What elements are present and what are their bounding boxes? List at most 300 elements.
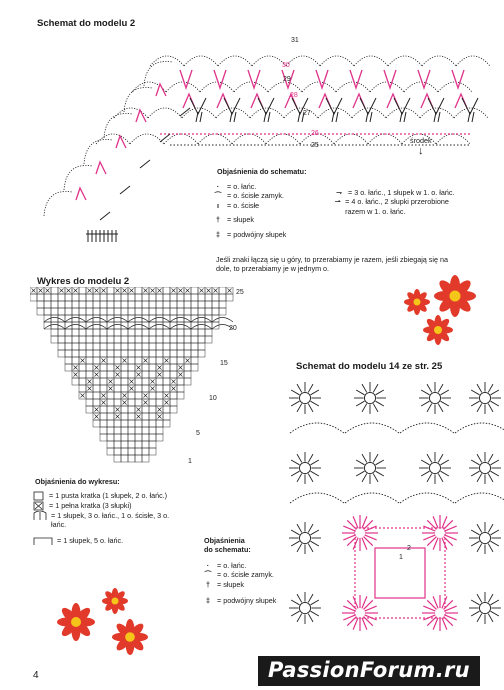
- grid-cell: [205, 329, 212, 336]
- motif-stitch: [438, 404, 443, 412]
- motif-stitch: [291, 530, 299, 535]
- grid-cell: [93, 315, 100, 322]
- grid-cell: [170, 350, 177, 357]
- row-number-26: 26: [311, 130, 319, 137]
- motif-stitch: [471, 600, 479, 605]
- filled-cell-mark: [137, 408, 141, 412]
- grid-cell: [198, 329, 205, 336]
- motif-stitch: [373, 404, 378, 412]
- grid-cell: [121, 378, 128, 385]
- grid-cell: [135, 399, 142, 406]
- filled-cell-mark: [144, 359, 148, 363]
- grid-cell: [184, 294, 191, 301]
- page-number: 4: [33, 670, 39, 681]
- filled-cell-mark: [179, 366, 183, 370]
- grid-cell: [114, 301, 121, 308]
- grid-cell: [198, 343, 205, 350]
- motif-stitch: [441, 390, 449, 395]
- chain-arch: [130, 134, 164, 144]
- row-number-27: 27: [303, 110, 311, 117]
- grid-cell: [100, 406, 107, 413]
- grid-cell: [100, 329, 107, 336]
- legend-item: † = słupek: [213, 215, 353, 224]
- grid-cell: [65, 308, 72, 315]
- grid-cell: [135, 343, 142, 350]
- grid-cell: [72, 308, 79, 315]
- grid-cell: [86, 371, 93, 378]
- grid-cell: [65, 301, 72, 308]
- grid-cell: [170, 329, 177, 336]
- filled-cell-mark: [207, 289, 211, 293]
- grid-cell: [135, 427, 142, 434]
- grid-cell: [135, 350, 142, 357]
- grid-cell: [184, 308, 191, 315]
- chain-arch: [286, 56, 320, 66]
- grid-cell: [149, 301, 156, 308]
- grid-row-label-5: 5: [196, 430, 200, 437]
- pink-cluster: [116, 136, 126, 148]
- grid-cell: [107, 427, 114, 434]
- grid-cell: [163, 294, 170, 301]
- schemat14-legend: [203, 561, 313, 606]
- grid-cell: [65, 294, 72, 301]
- chain-arch: [388, 56, 422, 66]
- motif-stitch: [311, 460, 319, 465]
- motif-stitch: [376, 460, 384, 465]
- grid-cell: [93, 350, 100, 357]
- grid-cell: [114, 329, 121, 336]
- row-number-28: 28: [290, 92, 298, 99]
- grid-cell: [58, 308, 65, 315]
- grid-cell: [51, 287, 58, 294]
- grid-cell: [51, 336, 58, 343]
- grid-cell: [121, 455, 128, 462]
- motif-stitch: [491, 541, 499, 546]
- pink-cluster: [136, 110, 146, 122]
- grid-cell: [121, 413, 128, 420]
- wykres2-title: Wykres do modelu 2: [37, 276, 130, 287]
- grid-cell: [191, 350, 198, 357]
- grid-cell: [149, 413, 156, 420]
- grid-cell: [72, 343, 79, 350]
- grid-cell: [93, 343, 100, 350]
- filled-cell-mark: [158, 373, 162, 377]
- grid-cell: [128, 399, 135, 406]
- grid-cell: [170, 364, 177, 371]
- grid-cell: [114, 448, 121, 455]
- motif-stitch: [477, 404, 482, 412]
- grid-cell: [65, 329, 72, 336]
- filled-cell-mark: [81, 394, 85, 398]
- grid-cell: [107, 371, 114, 378]
- filled-cell-mark: [144, 394, 148, 398]
- grid-cell: [191, 336, 198, 343]
- pink-cluster: [183, 94, 195, 108]
- motif-ring: [479, 392, 490, 403]
- motif-svg: [280, 378, 504, 678]
- pink-cluster: [217, 94, 229, 108]
- chain-arch: [404, 82, 438, 92]
- black-stitch: [106, 230, 110, 242]
- grid-cell: [177, 336, 184, 343]
- grid-cell: [44, 308, 51, 315]
- black-cluster: [196, 112, 202, 122]
- grid-cell: [86, 343, 93, 350]
- motif-ring: [479, 602, 490, 613]
- legend-item: ⇀ = 4 o. łańc., 2 słupki przerobione razem w 1. o. łańc.: [334, 197, 449, 216]
- grid-cell: [142, 343, 149, 350]
- grid-cell: [135, 329, 142, 336]
- grid-cell: [205, 308, 212, 315]
- grid-cell: [149, 336, 156, 343]
- grid-cell: [107, 350, 114, 357]
- grid-row-label-10: 10: [209, 395, 217, 402]
- schemat14-diagram: [280, 378, 504, 678]
- motif-stitch: [491, 530, 499, 535]
- pink-cluster: [452, 70, 464, 88]
- grid-cell: [93, 420, 100, 427]
- chain-arch: [64, 166, 92, 191]
- grid-cell: [135, 294, 142, 301]
- grid-cell: [135, 315, 142, 322]
- filled-cell-mark: [123, 394, 127, 398]
- motif-stitch: [291, 401, 299, 406]
- grid-cell: [128, 294, 135, 301]
- chain-arch: [302, 82, 336, 92]
- grid-cell: [219, 287, 226, 294]
- chain-arch: [198, 134, 232, 144]
- grid-cell: [128, 413, 135, 420]
- grid-cell: [198, 336, 205, 343]
- motif-stitch: [477, 454, 482, 462]
- grid-cell: [170, 343, 177, 350]
- grid-cell: [163, 385, 170, 392]
- arch-mark: [65, 318, 86, 323]
- schemat2-legend-title: Objaśnienia do schematu:: [217, 167, 307, 176]
- chain-arch: [234, 82, 268, 92]
- grid-cell: [100, 427, 107, 434]
- motif-stitch: [471, 471, 479, 476]
- chain-arch: [148, 108, 182, 118]
- arch-mark: [170, 325, 191, 330]
- grid-cell: [128, 308, 135, 315]
- grid-cell: [128, 301, 135, 308]
- grid-cell: [114, 420, 121, 427]
- pink-cluster: [455, 94, 467, 108]
- grid-cell: [156, 322, 163, 329]
- grid-cell: [114, 427, 121, 434]
- grid-cell: [86, 336, 93, 343]
- pink-cluster: [180, 70, 192, 88]
- grid-cell: [93, 392, 100, 399]
- black-arrow: [100, 212, 110, 220]
- motif-stitch: [488, 454, 493, 462]
- chain-arch: [84, 140, 112, 165]
- grid-cell: [114, 441, 121, 448]
- motif-stitch: [488, 524, 493, 532]
- grid-cell: [219, 294, 226, 301]
- motif-stitch: [297, 384, 302, 392]
- grid-cell: [114, 385, 121, 392]
- grid-cell: [86, 399, 93, 406]
- filled-cell-mark: [116, 408, 120, 412]
- filled-cell-mark: [179, 289, 183, 293]
- legend-item: · = o. łańc.: [213, 182, 353, 191]
- black-stitch: [86, 230, 90, 242]
- motif-ring: [479, 532, 490, 543]
- grid-cell: [142, 350, 149, 357]
- legend-item: = 1 pusta kratka (1 słupek, 2 o. łańc.): [33, 491, 223, 501]
- grid-cell: [51, 294, 58, 301]
- filled-cell-mark: [95, 289, 99, 293]
- grid-cell: [72, 301, 79, 308]
- grid-cell: [79, 287, 86, 294]
- grid-cell: [156, 434, 163, 441]
- chain-arch: [266, 134, 300, 144]
- grid-cell: [184, 329, 191, 336]
- grid-cell: [107, 441, 114, 448]
- grid-cell: [86, 301, 93, 308]
- motif-ring: [299, 532, 310, 543]
- motif-stitch: [308, 454, 313, 462]
- grid-cell: [128, 329, 135, 336]
- grid-cell: [191, 287, 198, 294]
- motif-ring: [479, 462, 490, 473]
- grid-cell: [142, 420, 149, 427]
- motif-stitch: [488, 384, 493, 392]
- grid-cell: [170, 371, 177, 378]
- filled-cell-mark: [46, 289, 50, 293]
- grid-cell: [191, 308, 198, 315]
- grid-cell: [163, 413, 170, 420]
- grid-cell: [198, 350, 205, 357]
- grid-cell: [86, 364, 93, 371]
- black-stitch: [98, 230, 102, 242]
- filled-cell-mark: [67, 289, 71, 293]
- chain-arch: [345, 493, 399, 503]
- grid-cell: [93, 322, 100, 329]
- grid-cell: [128, 371, 135, 378]
- black-cluster: [468, 112, 474, 122]
- motif-stitch: [362, 404, 367, 412]
- grid-cell: [100, 308, 107, 315]
- schemat2-legend-right: [334, 188, 464, 216]
- motif-stitch: [356, 390, 364, 395]
- grid-cell: [58, 301, 65, 308]
- filled-cell-mark: [116, 415, 120, 419]
- motif-stitch: [471, 541, 479, 546]
- grid-cell: [170, 308, 177, 315]
- grid-cell: [37, 308, 44, 315]
- filled-cell-mark: [151, 380, 155, 384]
- motif-stitch: [438, 384, 443, 392]
- grid-cell: [86, 329, 93, 336]
- chain-arch: [184, 56, 218, 66]
- schemat2-title: Schemat do modelu 2: [37, 18, 136, 29]
- grid-cell: [128, 336, 135, 343]
- grid-cell: [184, 371, 191, 378]
- grid-cell: [149, 434, 156, 441]
- wykres2-grid: [30, 287, 250, 467]
- grid-cell: [177, 357, 184, 364]
- grid-cell: [72, 357, 79, 364]
- legend-item: ı = o. ścisłe: [213, 201, 353, 210]
- arch-mark: [191, 318, 212, 323]
- arch-mark: [44, 318, 65, 323]
- motif-stitch: [373, 454, 378, 462]
- grid-cell: [177, 329, 184, 336]
- grid-cell: [177, 315, 184, 322]
- motif-stitch: [488, 544, 493, 552]
- motif-stitch: [488, 404, 493, 412]
- arch-mark: [107, 325, 128, 330]
- filled-cell-mark: [214, 289, 218, 293]
- grid-cell: [149, 357, 156, 364]
- grid-cell: [135, 420, 142, 427]
- grid-cell: [156, 385, 163, 392]
- grid-cell: [156, 350, 163, 357]
- grid-cell: [51, 329, 58, 336]
- motif-stitch: [362, 474, 367, 482]
- treble-crochet-icon: ‡: [206, 596, 210, 606]
- filled-cell-mark: [81, 359, 85, 363]
- grid-cell: [198, 308, 205, 315]
- grid-cell: [65, 336, 72, 343]
- chain-arch: [455, 493, 504, 503]
- grid-cell: [114, 294, 121, 301]
- grid-cell: [191, 357, 198, 364]
- arch-mark: [149, 318, 170, 323]
- grid-cell: [79, 329, 86, 336]
- grid-cell: [100, 385, 107, 392]
- grid-cell: [58, 350, 65, 357]
- motif-stitch: [477, 544, 482, 552]
- grid-cell: [170, 406, 177, 413]
- arch-mark: [86, 318, 107, 323]
- pink-cluster: [316, 70, 328, 88]
- motif-stitch: [488, 594, 493, 602]
- black-cluster: [400, 112, 406, 122]
- chain-arch: [290, 423, 344, 433]
- chain-arch: [166, 82, 200, 92]
- chain-arch: [232, 134, 266, 144]
- grid-cell: [149, 441, 156, 448]
- filled-cell-mark: [172, 380, 176, 384]
- filled-cell-mark: [95, 366, 99, 370]
- slip-stitch-closing-icon: ⌒: [204, 570, 212, 580]
- filled-cell-mark: [172, 289, 176, 293]
- grid-cell: [100, 364, 107, 371]
- grid-cell: [121, 343, 128, 350]
- row-number-29: 29: [283, 76, 291, 83]
- motif-stitch: [291, 611, 299, 616]
- grid-cell: [177, 322, 184, 329]
- grid-cell: [184, 350, 191, 357]
- row-number-30: 30: [282, 62, 290, 69]
- motif-stitch: [471, 530, 479, 535]
- flower-icon: [423, 315, 453, 345]
- grid-cell: [86, 350, 93, 357]
- motif-stitch: [356, 401, 364, 406]
- filled-cell-mark: [102, 401, 106, 405]
- grid-cell: [142, 385, 149, 392]
- grid-cell: [114, 357, 121, 364]
- motif-stitch: [376, 471, 384, 476]
- grid-cell: [114, 343, 121, 350]
- filled-cell-mark: [88, 380, 92, 384]
- grid-cell: [93, 336, 100, 343]
- motif-stitch: [477, 384, 482, 392]
- arch-mark: [107, 318, 128, 323]
- grid-cell: [100, 336, 107, 343]
- grid-cell: [107, 336, 114, 343]
- filet-chart-svg: [30, 287, 250, 467]
- grid-cell: [107, 392, 114, 399]
- grid-row-label-20: 20: [229, 325, 237, 332]
- filled-cell-mark: [109, 387, 113, 391]
- grid-cell: [142, 336, 149, 343]
- grid-cell: [51, 315, 58, 322]
- motif-stitch: [477, 524, 482, 532]
- grid-cell: [142, 301, 149, 308]
- motif-stitch: [311, 390, 319, 395]
- grid-cell: [219, 301, 226, 308]
- grid-cell: [86, 294, 93, 301]
- motif-stitch: [438, 454, 443, 462]
- grid-cell: [79, 294, 86, 301]
- grid-cell: [177, 350, 184, 357]
- grid-cell: [142, 427, 149, 434]
- grid-cell: [79, 371, 86, 378]
- grid-cell: [121, 441, 128, 448]
- grid-cell: [121, 364, 128, 371]
- grid-cell: [212, 308, 219, 315]
- grid-cell: [170, 392, 177, 399]
- grid-cell: [93, 357, 100, 364]
- grid-cell: [100, 301, 107, 308]
- motif-round-label-1: 1: [399, 554, 403, 561]
- grid-cell: [177, 392, 184, 399]
- chain-arch: [268, 82, 302, 92]
- grid-cell: [79, 308, 86, 315]
- filled-cell-mark: [88, 387, 92, 391]
- grid-cell: [65, 343, 72, 350]
- filled-cell-mark: [60, 289, 64, 293]
- grid-cell: [163, 378, 170, 385]
- motif-stitch: [441, 401, 449, 406]
- grid-cell: [191, 364, 198, 371]
- grid-cell: [121, 371, 128, 378]
- motif-stitch: [308, 544, 313, 552]
- grid-cell: [149, 427, 156, 434]
- pink-cluster: [350, 70, 362, 88]
- three-chain-picot-icon: ⇁: [335, 188, 343, 197]
- arch-mark: [170, 318, 191, 323]
- grid-cell: [114, 392, 121, 399]
- chain-arch: [438, 82, 472, 92]
- motif-stitch: [311, 541, 319, 546]
- motif-stitch: [308, 524, 313, 532]
- grid-cell: [114, 350, 121, 357]
- grid-cell: [128, 343, 135, 350]
- grid-cell: [135, 392, 142, 399]
- legend-item: ⌒ = o. ścisłe zamyk.: [214, 191, 284, 201]
- pink-cluster: [418, 70, 430, 88]
- pink-cluster: [214, 70, 226, 88]
- grid-cell: [107, 308, 114, 315]
- grid-cell: [135, 287, 142, 294]
- chain-arch: [370, 82, 404, 92]
